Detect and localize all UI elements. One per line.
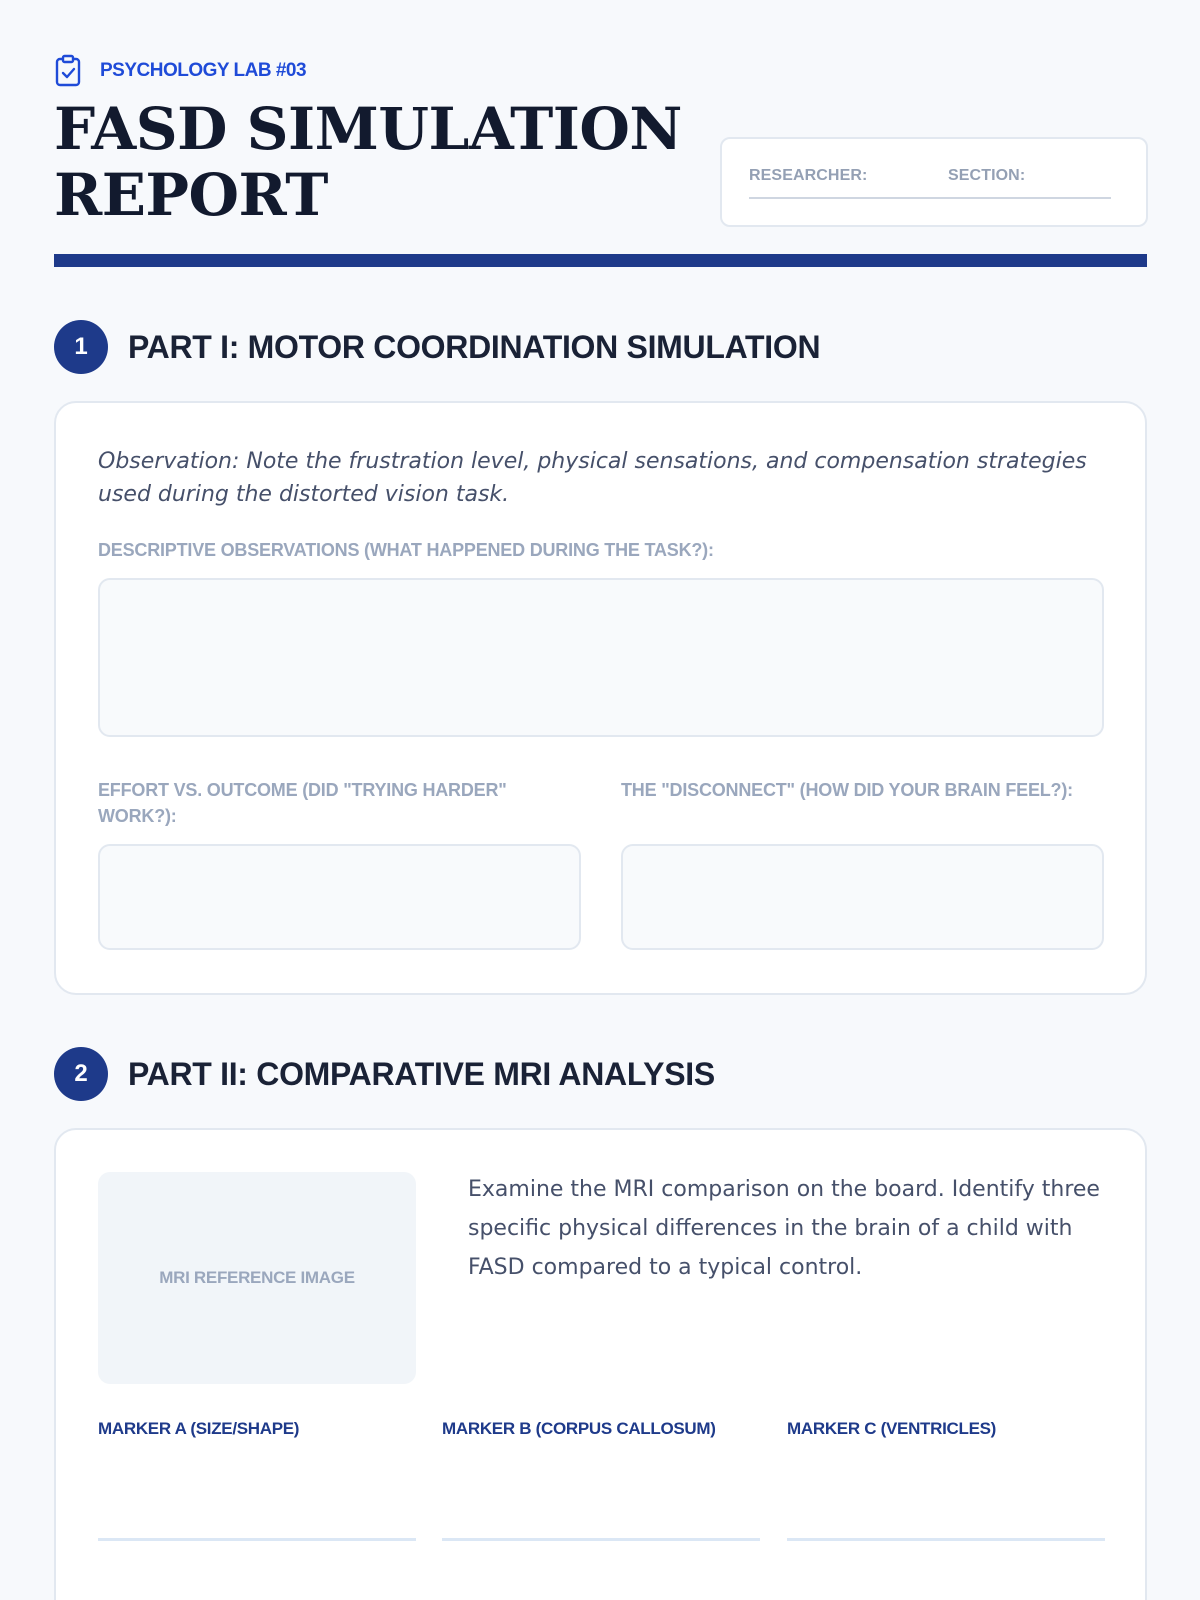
page-title [54,96,704,228]
part1-header [54,320,820,374]
lab-tag-text: PSYCHOLOGY LAB #03 [100,60,307,81]
clipboard-check-icon [54,54,84,88]
part1-observation-text: Observation: Note the frustration level, physical sensations, and compensation strategies used during the distorted vision task. [98,449,1087,507]
part1-title: PART I: MOTOR COORDINATION SIMULATION [128,328,821,365]
part2-header [54,1047,715,1101]
disconnect-field[interactable] [621,844,1104,950]
section-label: SECTION: [948,167,1026,184]
mri-image-label: MRI REFERENCE IMAGE [159,1268,355,1287]
marker-c-answer-line[interactable] [787,1538,1105,1541]
descriptive-observations-label: DESCRIPTIVE OBSERVATIONS (WHAT HAPPENED DURING THE TASK?): [98,540,714,560]
mri-instructions: Examine the MRI comparison on the board. Identify three specific physical differences in the brain of a child with FASD compared to a typical control. [468,1177,1100,1280]
marker-c-label: MARKER C (VENTRICLES) [787,1419,997,1438]
title-line-1: FASD SIMULATION [54,95,682,163]
mri-reference-image-placeholder [98,1172,416,1384]
part2-card [54,1128,1147,1600]
report-page [54,0,1147,1600]
part2-number-badge: 2 [54,1047,108,1101]
marker-b-label: MARKER B (CORPUS CALLOSUM) [442,1419,716,1438]
title-line-2: REPORT [54,161,328,229]
researcher-info-box [720,137,1148,227]
descriptive-observations-field[interactable] [98,578,1104,737]
part2-title: PART II: COMPARATIVE MRI ANALYSIS [128,1055,715,1092]
disconnect-label: THE "DISCONNECT" (HOW DID YOUR BRAIN FEEL?): [621,780,1073,800]
marker-a-label: MARKER A (SIZE/SHAPE) [98,1419,300,1438]
researcher-section-field[interactable] [749,167,1111,199]
effort-outcome-label: EFFORT VS. OUTCOME (DID "TRYING HARDER" WORK?): [98,780,507,826]
part1-card [54,401,1147,995]
marker-b-answer-line[interactable] [442,1538,760,1541]
header-divider [54,254,1147,267]
researcher-label: RESEARCHER: [749,167,868,184]
marker-a-answer-line[interactable] [98,1538,416,1541]
part1-number-badge: 1 [54,320,108,374]
lab-tag [54,54,306,88]
effort-outcome-field[interactable] [98,844,581,950]
